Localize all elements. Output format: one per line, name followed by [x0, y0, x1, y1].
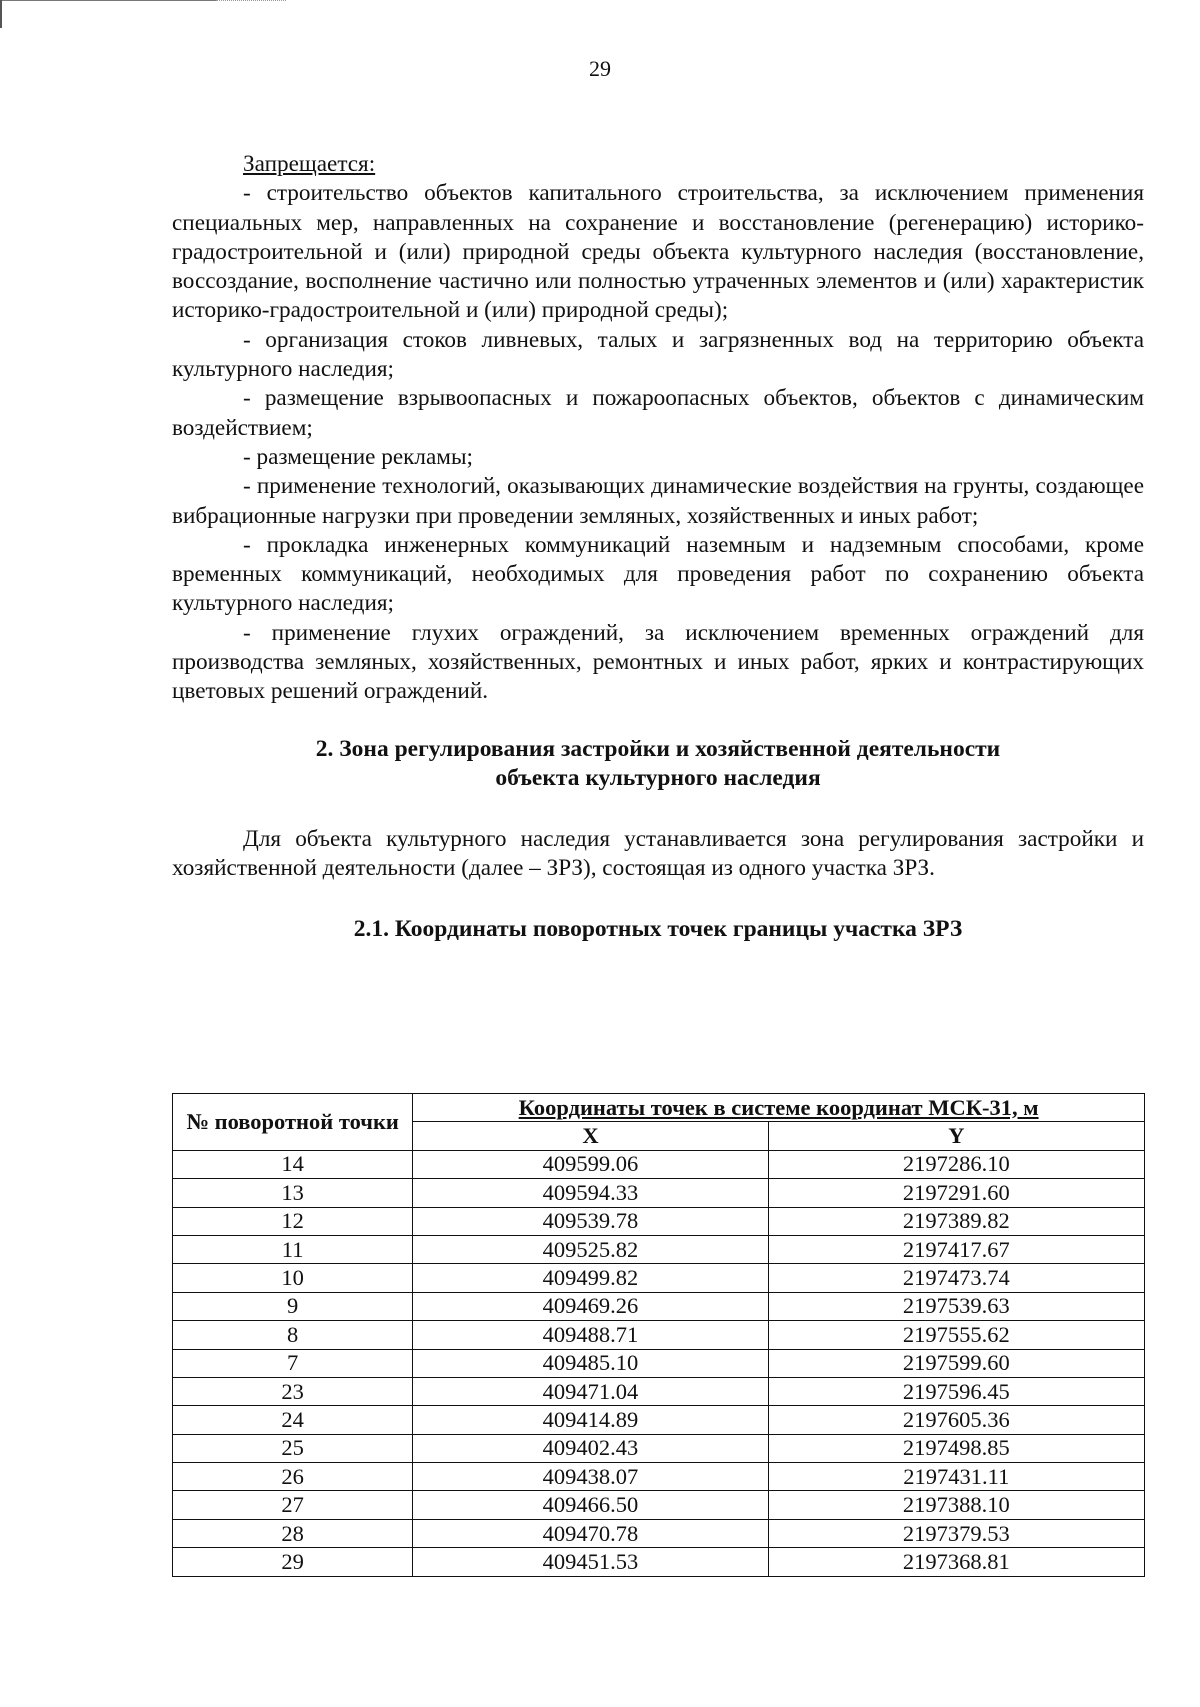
table-row — [173, 1179, 1145, 1207]
cell-point: 11 — [173, 1235, 413, 1263]
cell-point: 13 — [173, 1179, 413, 1207]
cell-y: 2197539.63 — [768, 1292, 1144, 1320]
prohibited-item: - организация стоков ливневых, талых и загрязненных вод на территорию объекта культурного наследия; — [172, 326, 1144, 383]
table-row — [173, 1548, 1145, 1576]
header-coords-group-label: Координаты точек в системе координат МСК-31, м — [518, 1094, 1039, 1120]
cell-x: 409470.78 — [413, 1519, 768, 1547]
table-row — [173, 1377, 1145, 1405]
table-row — [173, 1491, 1145, 1519]
table-row — [173, 1434, 1145, 1462]
coordinates-table — [172, 1093, 1145, 1577]
table-row — [173, 1292, 1145, 1320]
prohibited-label: Запрещается: — [243, 151, 376, 177]
cell-x: 409451.53 — [413, 1548, 768, 1576]
cell-y: 2197368.81 — [768, 1548, 1144, 1576]
table-row — [173, 1519, 1145, 1547]
section-heading-line: 2. Зона регулирования застройки и хозяйственной деятельности — [315, 735, 1001, 762]
cell-point: 24 — [173, 1406, 413, 1434]
scan-edge-artifact — [0, 0, 216, 1]
table-row — [173, 1349, 1145, 1377]
page-number: 29 — [589, 56, 611, 81]
cell-point: 9 — [173, 1292, 413, 1320]
cell-point: 28 — [173, 1519, 413, 1547]
section-heading-line: объекта культурного наследия — [495, 765, 821, 792]
table-title: 2.1. Координаты поворотных точек границы участка ЗРЗ — [353, 916, 963, 943]
cell-point: 10 — [173, 1264, 413, 1292]
cell-y: 2197389.82 — [768, 1207, 1144, 1235]
cell-y: 2197596.45 — [768, 1377, 1144, 1405]
cell-x: 409525.82 — [413, 1235, 768, 1263]
prohibited-item: - размещение рекламы; — [243, 443, 473, 470]
cell-y: 2197605.36 — [768, 1406, 1144, 1434]
table-row — [173, 1321, 1145, 1349]
prohibited-item: - применение технологий, оказывающих динамические воздействия на грунты, создающее вибрационные нагрузки при проведении земляных, хозяйственных и иных работ; — [172, 473, 1144, 529]
cell-y: 2197498.85 — [768, 1434, 1144, 1462]
cell-point: 14 — [173, 1150, 413, 1178]
cell-y: 2197599.60 — [768, 1349, 1144, 1377]
cell-y: 2197473.74 — [768, 1264, 1144, 1292]
cell-y: 2197388.10 — [768, 1491, 1144, 1519]
prohibited-item: - применение глухих ограждений, за исключением временных ограждений для производства земляных, хозяйственных, ремонтных и иных работ, ярких и контрастирующих цветовых решений ограждений. — [172, 619, 1144, 705]
table-row — [173, 1264, 1145, 1292]
cell-x: 409469.26 — [413, 1292, 768, 1320]
cell-point: 8 — [173, 1321, 413, 1349]
section-intro-paragraph: Для объекта культурного наследия устанавливается зона регулирования застройки и хозяйственной деятельности (далее – ЗРЗ), состоящая из одного участка ЗРЗ. — [172, 825, 1144, 881]
table-row — [173, 1235, 1145, 1263]
cell-x: 409485.10 — [413, 1349, 768, 1377]
header-coords-group — [413, 1094, 1145, 1122]
cell-x: 409499.82 — [413, 1264, 768, 1292]
cell-point: 23 — [173, 1377, 413, 1405]
cell-y: 2197431.11 — [768, 1463, 1144, 1491]
scan-edge-artifact — [216, 0, 286, 2]
prohibited-item: - строительство объектов капитального строительства, за исключением применения специальных мер, направленных на сохранение и восстановление (регенерацию) историко-градостроительной и (или) природной среды объекта культурного наследия (восстановление, воссоздание, восполнение частично или полностью утраченных элементов и (или) характеристик историко-градостроительной и (или) природной среды); — [172, 180, 1144, 324]
cell-x: 409438.07 — [413, 1463, 768, 1491]
table-row — [173, 1463, 1145, 1491]
cell-x: 409414.89 — [413, 1406, 768, 1434]
scan-edge-artifact — [0, 0, 2, 28]
section-heading — [172, 735, 1144, 794]
cell-x: 409488.71 — [413, 1321, 768, 1349]
prohibited-item: - размещение взрывоопасных и пожароопасных объектов, объектов с динамическим воздействием; — [172, 385, 1144, 441]
cell-x: 409466.50 — [413, 1491, 768, 1519]
cell-point: 25 — [173, 1434, 413, 1462]
cell-y: 2197286.10 — [768, 1150, 1144, 1178]
cell-x: 409599.06 — [413, 1150, 768, 1178]
cell-point: 27 — [173, 1491, 413, 1519]
table-row — [173, 1406, 1145, 1434]
header-point-number: № поворотной точки — [173, 1094, 413, 1151]
cell-y: 2197379.53 — [768, 1519, 1144, 1547]
cell-y: 2197555.62 — [768, 1321, 1144, 1349]
table-row — [173, 1150, 1145, 1178]
prohibited-item: - прокладка инженерных коммуникаций наземным и надземным способами, кроме временных коммуникаций, необходимых для проведения работ по сохранению объекта культурного наследия; — [172, 531, 1144, 617]
header-y: Y — [768, 1122, 1144, 1150]
cell-x: 409594.33 — [413, 1179, 768, 1207]
table-row — [173, 1207, 1145, 1235]
cell-x: 409471.04 — [413, 1377, 768, 1405]
cell-x: 409539.78 — [413, 1207, 768, 1235]
cell-x: 409402.43 — [413, 1434, 768, 1462]
cell-y: 2197417.67 — [768, 1235, 1144, 1263]
document-body — [172, 150, 1144, 945]
cell-point: 29 — [173, 1548, 413, 1576]
cell-point: 12 — [173, 1207, 413, 1235]
header-x: X — [413, 1122, 768, 1150]
cell-y: 2197291.60 — [768, 1179, 1144, 1207]
cell-point: 26 — [173, 1463, 413, 1491]
cell-point: 7 — [173, 1349, 413, 1377]
